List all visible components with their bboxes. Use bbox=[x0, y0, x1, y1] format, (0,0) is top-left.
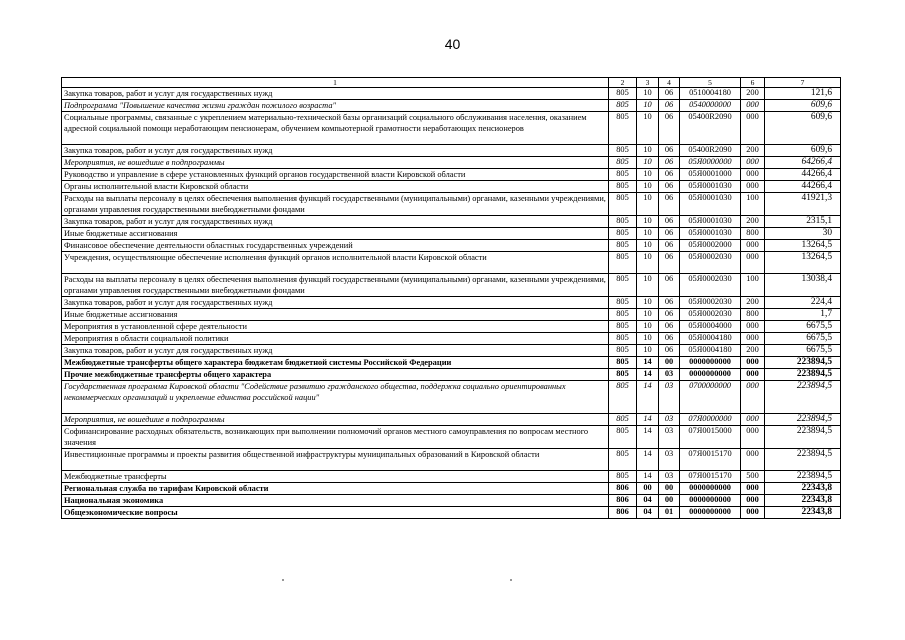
row-code-3: 04 bbox=[637, 495, 659, 507]
row-name: Иные бюджетные ассигнования bbox=[62, 228, 609, 240]
scan-speck bbox=[510, 579, 512, 581]
row-code-6: 000 bbox=[741, 252, 765, 274]
table-row bbox=[62, 157, 841, 169]
row-code-6: 200 bbox=[741, 297, 765, 309]
row-name: Расходы на выплаты персоналу в целях обеспечения выполнения функций государственными (муниципальными) органами, казенными учреждениями, органами управления государственными внебюджетными фондами bbox=[62, 193, 609, 216]
row-code-2: 805 bbox=[609, 381, 637, 414]
row-code-4: 01 bbox=[659, 507, 680, 519]
row-code-4: 03 bbox=[659, 426, 680, 449]
row-code-5: 07Я0015170 bbox=[680, 471, 741, 483]
row-code-5: 05Я0002000 bbox=[680, 240, 741, 252]
header-cell: 5 bbox=[680, 78, 741, 88]
page-number: 40 bbox=[444, 36, 461, 52]
row-code-3: 14 bbox=[637, 471, 659, 483]
row-code-6: 000 bbox=[741, 381, 765, 414]
row-code-5: 0000000000 bbox=[680, 507, 741, 519]
row-code-6: 000 bbox=[741, 333, 765, 345]
row-code-5: 0000000000 bbox=[680, 483, 741, 495]
row-code-4: 06 bbox=[659, 333, 680, 345]
row-code-3: 14 bbox=[637, 426, 659, 449]
row-name: Социальные программы, связанные с укреплением материально-технической базы организаций социального обслуживания населения, оказанием адресной социальной помощи неработающим пенсионерам, обучением компьютерной грамотности неработающих пенсионеров bbox=[62, 112, 609, 145]
row-code-3: 14 bbox=[637, 449, 659, 471]
row-code-2: 805 bbox=[609, 333, 637, 345]
table-row bbox=[62, 181, 841, 193]
row-sum: 223894,5 bbox=[765, 357, 841, 369]
row-code-5: 05Я0001030 bbox=[680, 181, 741, 193]
row-code-3: 14 bbox=[637, 381, 659, 414]
row-code-3: 10 bbox=[637, 145, 659, 157]
row-code-4: 06 bbox=[659, 216, 680, 228]
row-code-5: 05Я0001000 bbox=[680, 169, 741, 181]
row-code-2: 805 bbox=[609, 321, 637, 333]
row-code-6: 000 bbox=[741, 414, 765, 426]
row-code-2: 805 bbox=[609, 193, 637, 216]
row-code-5: 0700000000 bbox=[680, 381, 741, 414]
row-code-5: 07Я0000000 bbox=[680, 414, 741, 426]
row-code-5: 05Я0002030 bbox=[680, 274, 741, 297]
row-code-4: 06 bbox=[659, 193, 680, 216]
row-code-5: 0540000000 bbox=[680, 100, 741, 112]
row-code-3: 14 bbox=[637, 357, 659, 369]
row-code-2: 805 bbox=[609, 112, 637, 145]
header-cell: 7 bbox=[765, 78, 841, 88]
row-code-4: 06 bbox=[659, 345, 680, 357]
row-code-5: 07Я0015170 bbox=[680, 449, 741, 471]
row-name: Подпрограмма "Повышение качества жизни граждан пожилого возраста" bbox=[62, 100, 609, 112]
table-row bbox=[62, 414, 841, 426]
row-code-3: 14 bbox=[637, 414, 659, 426]
row-sum: 13264,5 bbox=[765, 240, 841, 252]
row-name: Мероприятия, не вошедшие в подпрограммы bbox=[62, 414, 609, 426]
row-name: Мероприятия в области социальной политики bbox=[62, 333, 609, 345]
row-sum: 223894,5 bbox=[765, 471, 841, 483]
row-code-2: 805 bbox=[609, 145, 637, 157]
row-code-2: 805 bbox=[609, 297, 637, 309]
row-code-5: 05400R2090 bbox=[680, 145, 741, 157]
row-code-4: 03 bbox=[659, 381, 680, 414]
row-name: Иные бюджетные ассигнования bbox=[62, 309, 609, 321]
row-name: Прочие межбюджетные трансферты общего характера bbox=[62, 369, 609, 381]
row-code-2: 805 bbox=[609, 228, 637, 240]
table-row bbox=[62, 193, 841, 216]
table-row bbox=[62, 216, 841, 228]
row-code-2: 805 bbox=[609, 88, 637, 100]
row-code-6: 000 bbox=[741, 169, 765, 181]
row-code-3: 10 bbox=[637, 297, 659, 309]
row-code-6: 100 bbox=[741, 274, 765, 297]
table-row bbox=[62, 252, 841, 274]
table-row bbox=[62, 345, 841, 357]
row-code-2: 805 bbox=[609, 240, 637, 252]
table-row bbox=[62, 483, 841, 495]
table-row bbox=[62, 333, 841, 345]
row-code-5: 05Я0001030 bbox=[680, 193, 741, 216]
row-code-6: 500 bbox=[741, 471, 765, 483]
row-code-4: 06 bbox=[659, 100, 680, 112]
row-code-4: 00 bbox=[659, 357, 680, 369]
row-code-6: 000 bbox=[741, 449, 765, 471]
row-name: Органы исполнительной власти Кировской области bbox=[62, 181, 609, 193]
row-sum: 22343,8 bbox=[765, 495, 841, 507]
row-name: Национальная экономика bbox=[62, 495, 609, 507]
row-code-6: 000 bbox=[741, 426, 765, 449]
table-row bbox=[62, 495, 841, 507]
row-code-2: 805 bbox=[609, 157, 637, 169]
row-code-2: 806 bbox=[609, 495, 637, 507]
row-code-5: 05Я0004180 bbox=[680, 333, 741, 345]
row-code-3: 10 bbox=[637, 100, 659, 112]
table-row bbox=[62, 274, 841, 297]
row-code-2: 806 bbox=[609, 507, 637, 519]
row-code-3: 10 bbox=[637, 112, 659, 145]
row-code-6: 800 bbox=[741, 228, 765, 240]
row-code-6: 000 bbox=[741, 112, 765, 145]
row-code-6: 000 bbox=[741, 495, 765, 507]
row-code-2: 805 bbox=[609, 414, 637, 426]
row-sum: 2315,1 bbox=[765, 216, 841, 228]
row-code-2: 806 bbox=[609, 483, 637, 495]
row-code-2: 805 bbox=[609, 309, 637, 321]
row-code-6: 200 bbox=[741, 216, 765, 228]
row-code-6: 000 bbox=[741, 181, 765, 193]
row-name: Межбюджетные трансферты общего характера бюджетам бюджетной системы Российской Федерации bbox=[62, 357, 609, 369]
row-code-3: 10 bbox=[637, 274, 659, 297]
row-sum: 13038,4 bbox=[765, 274, 841, 297]
row-name: Закупка товаров, работ и услуг для государственных нужд bbox=[62, 216, 609, 228]
row-sum: 223894,5 bbox=[765, 369, 841, 381]
row-code-4: 06 bbox=[659, 252, 680, 274]
row-code-3: 10 bbox=[637, 181, 659, 193]
row-code-5: 05Я0001030 bbox=[680, 228, 741, 240]
row-sum: 223894,5 bbox=[765, 449, 841, 471]
header-cell: 3 bbox=[637, 78, 659, 88]
row-code-3: 10 bbox=[637, 157, 659, 169]
row-name: Общеэкономические вопросы bbox=[62, 507, 609, 519]
row-code-6: 000 bbox=[741, 157, 765, 169]
row-sum: 44266,4 bbox=[765, 169, 841, 181]
row-sum: 13264,5 bbox=[765, 252, 841, 274]
row-name: Закупка товаров, работ и услуг для государственных нужд bbox=[62, 345, 609, 357]
row-name: Учреждения, осуществляющие обеспечение исполнения функций органов исполнительной власти Кировской области bbox=[62, 252, 609, 274]
row-code-4: 06 bbox=[659, 240, 680, 252]
row-code-3: 10 bbox=[637, 309, 659, 321]
table-row bbox=[62, 357, 841, 369]
row-code-6: 000 bbox=[741, 240, 765, 252]
row-sum: 223894,5 bbox=[765, 414, 841, 426]
row-code-5: 05Я0002030 bbox=[680, 252, 741, 274]
row-code-2: 805 bbox=[609, 252, 637, 274]
row-code-3: 10 bbox=[637, 88, 659, 100]
row-code-5: 0000000000 bbox=[680, 369, 741, 381]
row-code-4: 06 bbox=[659, 228, 680, 240]
table-row bbox=[62, 309, 841, 321]
row-code-2: 805 bbox=[609, 345, 637, 357]
row-code-2: 805 bbox=[609, 181, 637, 193]
table-row bbox=[62, 145, 841, 157]
row-code-4: 03 bbox=[659, 414, 680, 426]
table-row bbox=[62, 321, 841, 333]
row-sum: 6675,5 bbox=[765, 345, 841, 357]
row-code-4: 03 bbox=[659, 471, 680, 483]
row-sum: 121,6 bbox=[765, 88, 841, 100]
row-code-4: 00 bbox=[659, 483, 680, 495]
row-code-4: 06 bbox=[659, 157, 680, 169]
row-name: Межбюджетные трансферты bbox=[62, 471, 609, 483]
row-code-5: 0000000000 bbox=[680, 357, 741, 369]
row-code-5: 05400R2090 bbox=[680, 112, 741, 145]
table-row bbox=[62, 297, 841, 309]
row-code-3: 10 bbox=[637, 193, 659, 216]
row-code-2: 805 bbox=[609, 274, 637, 297]
table-row bbox=[62, 112, 841, 145]
row-code-4: 03 bbox=[659, 369, 680, 381]
row-code-4: 06 bbox=[659, 145, 680, 157]
row-sum: 224,4 bbox=[765, 297, 841, 309]
row-code-6: 000 bbox=[741, 321, 765, 333]
row-code-5: 05Я0001030 bbox=[680, 216, 741, 228]
row-code-2: 805 bbox=[609, 100, 637, 112]
row-code-6: 000 bbox=[741, 100, 765, 112]
row-sum: 6675,5 bbox=[765, 333, 841, 345]
row-code-5: 0000000000 bbox=[680, 495, 741, 507]
row-code-4: 06 bbox=[659, 274, 680, 297]
table-header-row bbox=[62, 78, 841, 88]
row-sum: 30 bbox=[765, 228, 841, 240]
row-name: Мероприятия в установленной сфере деятельности bbox=[62, 321, 609, 333]
row-code-4: 06 bbox=[659, 297, 680, 309]
row-code-5: 05Я0002030 bbox=[680, 309, 741, 321]
header-cell: 6 bbox=[741, 78, 765, 88]
row-sum: 223894,5 bbox=[765, 381, 841, 414]
row-code-2: 805 bbox=[609, 449, 637, 471]
row-code-6: 200 bbox=[741, 145, 765, 157]
row-sum: 223894,5 bbox=[765, 426, 841, 449]
row-code-6: 200 bbox=[741, 345, 765, 357]
row-sum: 1,7 bbox=[765, 309, 841, 321]
row-code-5: 0510004180 bbox=[680, 88, 741, 100]
row-sum: 609,6 bbox=[765, 100, 841, 112]
table-row bbox=[62, 471, 841, 483]
row-code-4: 00 bbox=[659, 495, 680, 507]
row-code-6: 200 bbox=[741, 88, 765, 100]
row-name: Закупка товаров, работ и услуг для государственных нужд bbox=[62, 297, 609, 309]
row-code-4: 06 bbox=[659, 181, 680, 193]
table-row bbox=[62, 169, 841, 181]
row-code-3: 00 bbox=[637, 483, 659, 495]
row-code-4: 06 bbox=[659, 309, 680, 321]
row-code-6: 100 bbox=[741, 193, 765, 216]
table-row bbox=[62, 449, 841, 471]
row-code-2: 805 bbox=[609, 369, 637, 381]
row-code-3: 10 bbox=[637, 240, 659, 252]
row-code-4: 03 bbox=[659, 449, 680, 471]
row-code-2: 805 bbox=[609, 357, 637, 369]
row-code-4: 06 bbox=[659, 169, 680, 181]
header-cell: 1 bbox=[62, 78, 609, 88]
row-name: Государственная программа Кировской области "Содействие развитию гражданского общества, поддержка социально ориентированных некоммерческих организаций и укрепление единства российской нации" bbox=[62, 381, 609, 414]
row-code-6: 000 bbox=[741, 483, 765, 495]
row-code-3: 10 bbox=[637, 345, 659, 357]
row-code-3: 10 bbox=[637, 216, 659, 228]
row-code-3: 10 bbox=[637, 333, 659, 345]
row-sum: 609,6 bbox=[765, 112, 841, 145]
table-row bbox=[62, 369, 841, 381]
scan-speck bbox=[282, 579, 284, 581]
row-code-5: 05Я0000000 bbox=[680, 157, 741, 169]
row-name: Мероприятия, не вошедшие в подпрограммы bbox=[62, 157, 609, 169]
row-code-3: 04 bbox=[637, 507, 659, 519]
row-code-6: 000 bbox=[741, 357, 765, 369]
row-name: Руководство и управление в сфере установленных функций органов государственной власти Кировской области bbox=[62, 169, 609, 181]
table-row bbox=[62, 100, 841, 112]
table-row bbox=[62, 88, 841, 100]
table-row bbox=[62, 426, 841, 449]
row-code-5: 07Я0015000 bbox=[680, 426, 741, 449]
row-name: Региональная служба по тарифам Кировской области bbox=[62, 483, 609, 495]
row-sum: 6675,5 bbox=[765, 321, 841, 333]
row-code-3: 10 bbox=[637, 228, 659, 240]
row-sum: 609,6 bbox=[765, 145, 841, 157]
row-name: Закупка товаров, работ и услуг для государственных нужд bbox=[62, 88, 609, 100]
row-code-3: 14 bbox=[637, 369, 659, 381]
header-cell: 4 bbox=[659, 78, 680, 88]
row-code-6: 800 bbox=[741, 309, 765, 321]
row-name: Софинансирование расходных обязательств, возникающих при выполнении полномочий органов местного самоуправления по вопросам местного значения bbox=[62, 426, 609, 449]
row-code-3: 10 bbox=[637, 169, 659, 181]
row-code-2: 805 bbox=[609, 471, 637, 483]
row-code-3: 10 bbox=[637, 252, 659, 274]
row-code-5: 05Я0004000 bbox=[680, 321, 741, 333]
row-code-4: 06 bbox=[659, 112, 680, 145]
row-sum: 64266,4 bbox=[765, 157, 841, 169]
row-code-6: 000 bbox=[741, 369, 765, 381]
row-name: Финансовое обеспечение деятельности областных государственных учреждений bbox=[62, 240, 609, 252]
header-cell: 2 bbox=[609, 78, 637, 88]
row-code-6: 000 bbox=[741, 507, 765, 519]
budget-table bbox=[61, 77, 841, 519]
row-sum: 41921,3 bbox=[765, 193, 841, 216]
row-sum: 22343,8 bbox=[765, 507, 841, 519]
row-name: Инвестиционные программы и проекты развития общественной инфраструктуры муниципальных образований в Кировской области bbox=[62, 449, 609, 471]
table-row bbox=[62, 228, 841, 240]
table-row bbox=[62, 507, 841, 519]
row-code-3: 10 bbox=[637, 321, 659, 333]
table-row bbox=[62, 381, 841, 414]
row-code-2: 805 bbox=[609, 426, 637, 449]
row-code-4: 06 bbox=[659, 321, 680, 333]
row-name: Расходы на выплаты персоналу в целях обеспечения выполнения функций государственными (муниципальными) органами, казенными учреждениями, органами управления государственными внебюджетными фондами bbox=[62, 274, 609, 297]
row-code-2: 805 bbox=[609, 216, 637, 228]
row-name: Закупка товаров, работ и услуг для государственных нужд bbox=[62, 145, 609, 157]
table-row bbox=[62, 240, 841, 252]
row-code-4: 06 bbox=[659, 88, 680, 100]
row-sum: 22343,8 bbox=[765, 483, 841, 495]
row-sum: 44266,4 bbox=[765, 181, 841, 193]
row-code-5: 05Я0002030 bbox=[680, 297, 741, 309]
row-code-5: 05Я0004180 bbox=[680, 345, 741, 357]
row-code-2: 805 bbox=[609, 169, 637, 181]
